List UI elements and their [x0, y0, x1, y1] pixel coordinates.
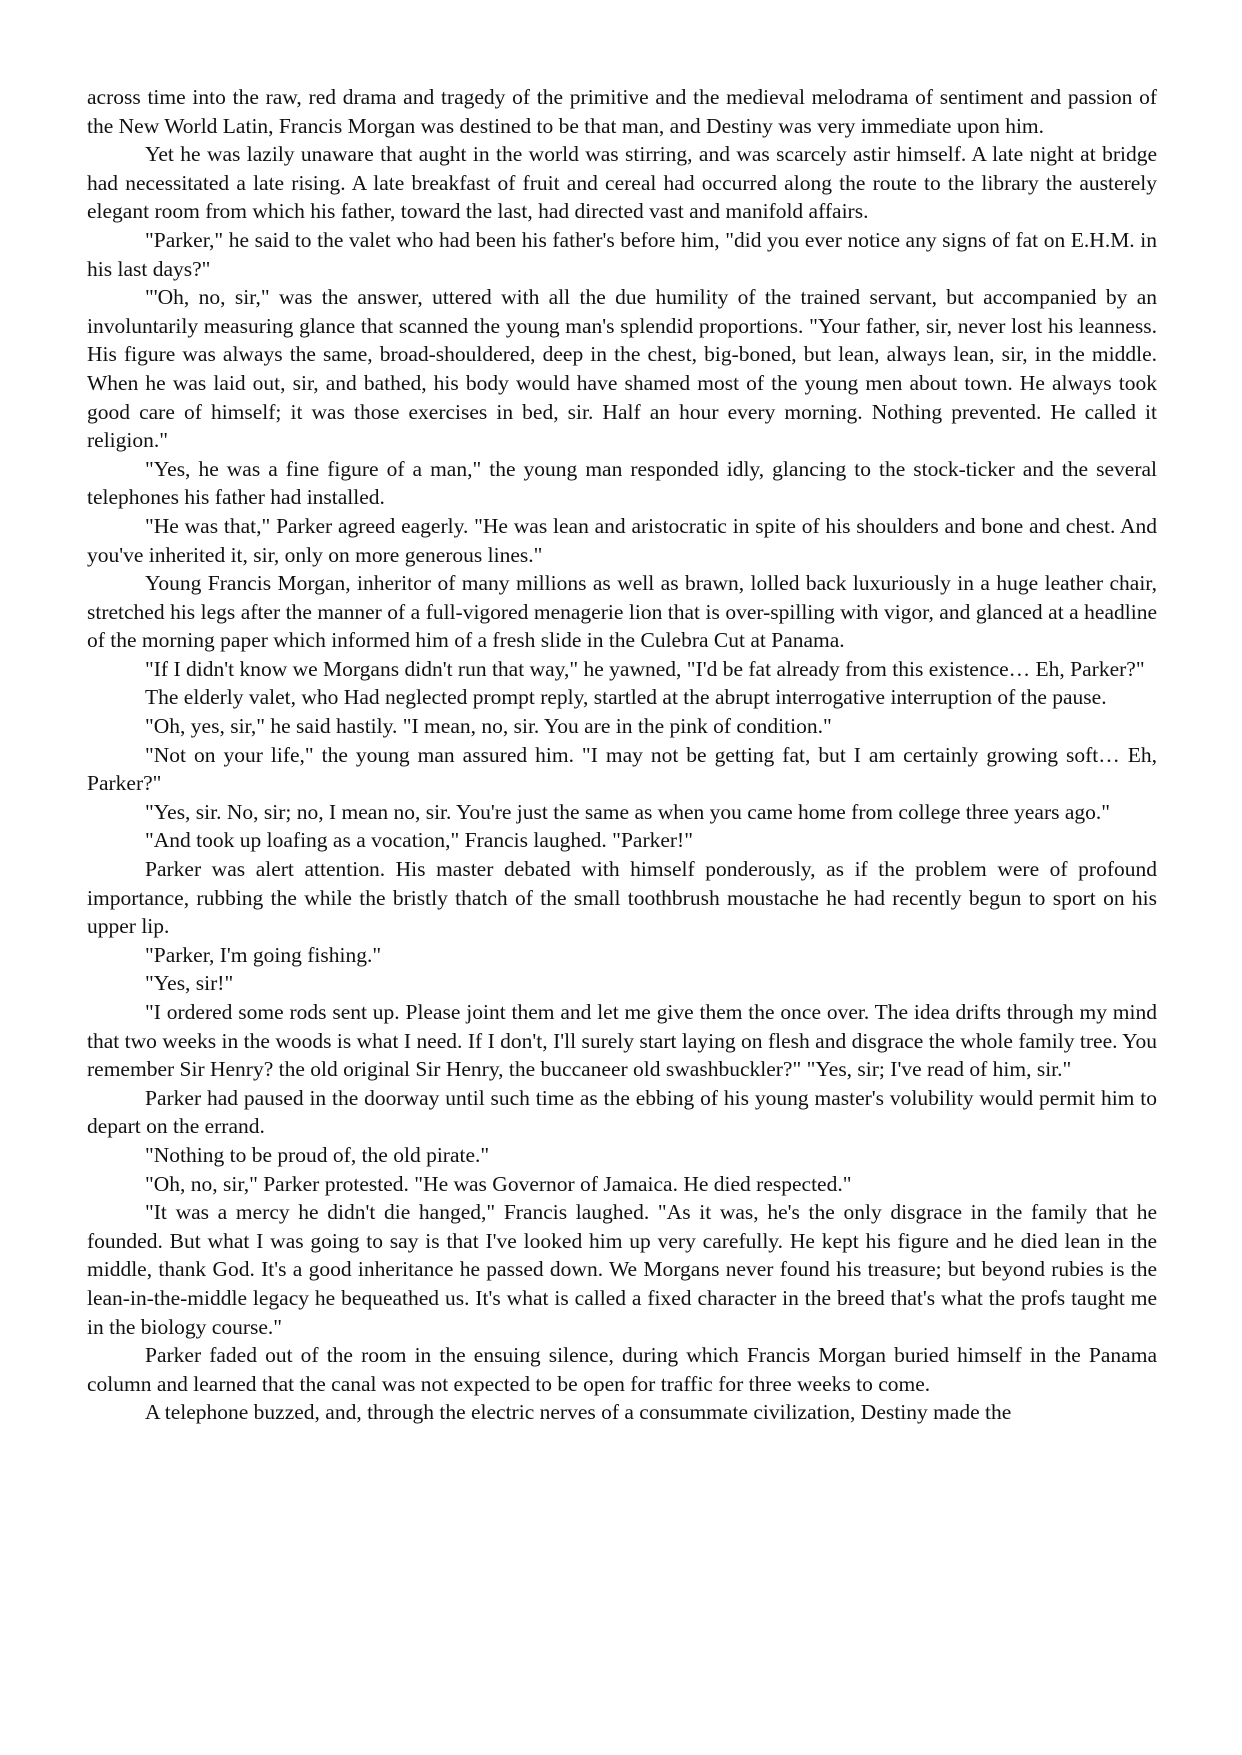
paragraph-1: across time into the raw, red drama and tragedy of the primitive and the medieval melodrama of sentiment and passion of the New World Latin, Francis Morgan was destined to be that man, and Destiny was very immediate upon him.: [87, 85, 1157, 138]
paragraph-16: "Yes, sir!": [145, 971, 234, 996]
paragraph-20: "Oh, no, sir," Parker protested. "He was Governor of Jamaica. He died respected.": [145, 1171, 852, 1196]
paragraph-15: "Parker, I'm going fishing.": [145, 942, 382, 967]
paragraph-14: Parker was alert attention. His master debated with himself ponderously, as if the problem were of profound importance, rubbing the while the bristly thatch of the small toothbrush moustache he had recently begun to sport on his upper lip.: [87, 857, 1157, 939]
paragraph-12: "Yes, sir. No, sir; no, I mean no, sir. You're just the same as when you came home from college three years ago.": [145, 799, 1111, 824]
paragraph-17: "I ordered some rods sent up. Please joint them and let me give them the once over. The idea drifts through my mind that two weeks in the woods is what I need. If I don't, I'll surely start laying on flesh and disgrace the whole family tree. You remember Sir Henry? the old original Sir Henry, the buccaneer old swashbuckler?" "Yes, sir; I've read of him, sir.": [87, 1000, 1157, 1082]
paragraph-9: The elderly valet, who Had neglected prompt reply, startled at the abrupt interrogative interruption of the pause.: [145, 685, 1107, 710]
paragraph-7: Young Francis Morgan, inheritor of many millions as well as brawn, lolled back luxuriously in a huge leather chair, stretched his legs after the manner of a full-vigored menagerie lion that is over-spilling with vigor, and glanced at a headline of the morning paper which informed him of a fresh slide in the Culebra Cut at Panama.: [87, 571, 1157, 653]
paragraph-6: "He was that," Parker agreed eagerly. "He was lean and aristocratic in spite of his shoulders and bone and chest. And you've inherited it, sir, only on more generous lines.": [87, 513, 1157, 567]
paragraph-5: "Yes, he was a fine figure of a man," the young man responded idly, glancing to the stock-ticker and the several telephones his father had installed.: [87, 456, 1157, 510]
paragraph-2: Yet he was lazily unaware that aught in the world was stirring, and was scarcely astir himself. A late night at bridge had necessitated a late rising. A late breakfast of fruit and cereal had occurred along the route to the library the austerely elegant room from which his father, toward the last, had directed vast and manifold affairs.: [87, 142, 1157, 224]
paragraph-23: A telephone buzzed, and, through the electric nerves of a consummate civilization, Destiny made the: [145, 1400, 1012, 1425]
paragraph-13: "And took up loafing as a vocation," Francis laughed. "Parker!": [145, 828, 693, 853]
paragraph-21: "It was a mercy he didn't die hanged," Francis laughed. "As it was, he's the only disgrace in the family that he founded. But what I was going to say is that I've looked him up very carefully. He kept his figure and he died lean in the middle, thank God. It's a good inheritance he passed down. We Morgans never found his treasure; but beyond rubies is the lean-in-the-middle legacy he bequeathed us. It's what is called a fixed character in the breed that's what the profs taught me in the biology course.": [87, 1200, 1157, 1339]
paragraph-8: "If I didn't know we Morgans didn't run that way," he yawned, "I'd be fat already from this existence… Eh, Parker?": [145, 656, 1145, 681]
paragraph-10: "Oh, yes, sir," he said hastily. "I mean, no, sir. You are in the pink of condition.": [145, 714, 832, 739]
paragraph-19: "Nothing to be proud of, the old pirate.": [145, 1142, 490, 1167]
page-body: [87, 83, 1157, 1427]
paragraph-4: "'Oh, no, sir," was the answer, uttered with all the due humility of the trained servant, but accompanied by an involuntarily measuring glance that scanned the young man's splendid proportions. "Your father, sir, never lost his leanness. His figure was always the same, broad-shouldered, deep in the chest, big-boned, but lean, always lean, sir, in the middle. When he was laid out, sir, and bathed, his body would have shamed most of the young men about town. He always took good care of himself; it was those exercises in bed, sir. Half an hour every morning. Nothing prevented. He called it religion.": [87, 285, 1157, 453]
paragraph-11: "Not on your life," the young man assured him. "I may not be getting fat, but I am certainly growing soft… Eh, Parker?": [87, 742, 1157, 796]
paragraph-18: Parker had paused in the doorway until such time as the ebbing of his young master's volubility would permit him to depart on the errand.: [87, 1085, 1157, 1139]
paragraph-3: "Parker," he said to the valet who had been his father's before him, "did you ever notice any signs of fat on E.H.M. in his last days?": [87, 227, 1157, 281]
paragraph-22: Parker faded out of the room in the ensuing silence, during which Francis Morgan buried himself in the Panama column and learned that the canal was not expected to be open for traffic for three weeks to come.: [87, 1343, 1157, 1396]
